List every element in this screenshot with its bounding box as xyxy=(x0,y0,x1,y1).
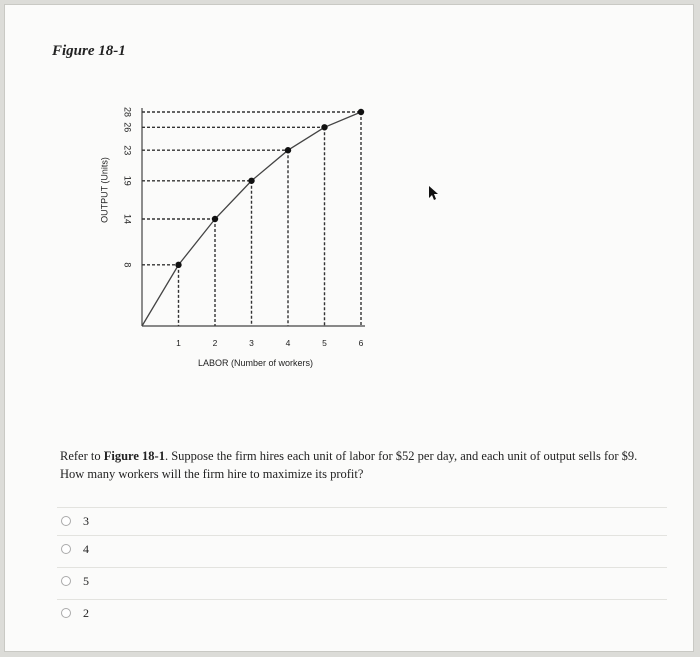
question-refer: Refer to xyxy=(60,449,101,463)
question-figure-ref: Figure 18-1 xyxy=(103,449,165,463)
data-point xyxy=(175,262,181,268)
data-point xyxy=(321,124,327,130)
y-tick-label: 26 xyxy=(122,122,133,133)
answer-option-1[interactable] xyxy=(57,507,667,534)
data-point xyxy=(358,109,364,115)
y-tick-label: 19 xyxy=(122,175,133,186)
x-tick-label: 2 xyxy=(212,338,218,348)
y-tick-label: 14 xyxy=(122,213,133,225)
mouse-cursor-icon xyxy=(428,185,440,201)
y-tick-label: 8 xyxy=(122,262,133,268)
question-body: . Suppose the firm hires each unit of labor for $52 per day, and each unit of output sells for $9. How many workers will the firm hire to maximize its profit? xyxy=(60,449,638,481)
x-tick-label: 4 xyxy=(285,338,291,348)
x-tick-label: 1 xyxy=(176,338,181,348)
data-point xyxy=(285,147,291,153)
x-tick-label: 5 xyxy=(322,338,327,348)
option-label: 5 xyxy=(83,573,89,588)
answer-option-2[interactable] xyxy=(57,535,667,562)
data-point xyxy=(212,216,218,222)
question-text xyxy=(60,447,660,483)
answer-option-3[interactable] xyxy=(57,567,667,594)
question-card xyxy=(4,4,694,652)
radio-button[interactable] xyxy=(61,576,71,586)
figure-title: Figure 18-1 xyxy=(52,43,126,59)
x-tick-label: 6 xyxy=(358,338,364,348)
y-tick-label: 28 xyxy=(122,106,133,118)
radio-button[interactable] xyxy=(61,608,71,618)
y-tick-label: 23 xyxy=(122,145,133,156)
x-axis-label: LABOR (Number of workers) xyxy=(197,358,314,368)
x-tick-label: 3 xyxy=(249,338,254,348)
option-label: 2 xyxy=(83,605,89,620)
answer-option-4[interactable] xyxy=(57,599,667,626)
production-chart xyxy=(5,5,695,425)
radio-button[interactable] xyxy=(61,516,71,526)
y-axis-label: OUTPUT (Units) xyxy=(99,157,110,223)
radio-button[interactable] xyxy=(61,544,71,554)
option-label: 4 xyxy=(83,541,89,556)
option-label: 3 xyxy=(83,513,89,528)
data-point xyxy=(248,178,254,184)
